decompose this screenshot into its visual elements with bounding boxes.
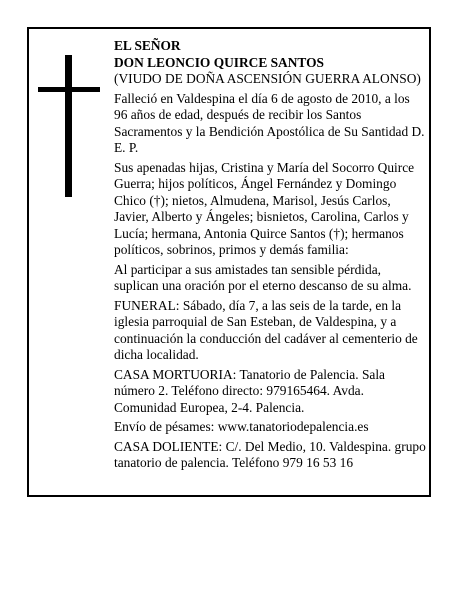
- death-paragraph: Falleció en Valdespina el día 6 de agosto de 2010, a los 96 años de edad, después de recibir los Santos Sacramentos y la Bendición Apostólica de Su Santidad D. E. P.: [114, 90, 425, 155]
- family-paragraph: Sus apenadas hijas, Cristina y María del Socorro Quirce Guerra; hijos políticos, Ángel Fernández y Domingo Chico (†); nietos, Almudena, Marisol, Jesús Carlos, Javier, Alberto y Ángeles; bisnietos, Carolina, Carlos y Lucía; hermana, Antonia Quirce Santos (†); hermanos políticos, sobrinos, primos y demás familia:: [114, 159, 415, 257]
- condolences-paragraph: Envío de pésames: www.tanatoriodepalencia.es: [114, 419, 369, 434]
- spouse-line: (VIUDO DE DOÑA ASCENSIÓN GUERRA ALONSO): [114, 71, 421, 86]
- request-paragraph: Al participar a sus amistades tan sensible pérdida, suplican una oración por el eterno descanso de su alma.: [114, 261, 412, 293]
- obituary-text: [114, 38, 426, 475]
- cross-icon: [38, 55, 100, 197]
- mortuary-paragraph: CASA MORTUORIA: Tanatorio de Palencia. Sala número 2. Teléfono directo: 979165464. Avda. Comunidad Europea, 2-4. Palencia.: [114, 366, 385, 415]
- deceased-name: DON LEONCIO QUIRCE SANTOS: [114, 54, 324, 70]
- cross-vertical-bar: [65, 55, 72, 197]
- title: EL SEÑOR: [114, 38, 181, 53]
- cross-horizontal-bar: [38, 87, 100, 92]
- funeral-paragraph: FUNERAL: Sábado, día 7, a las seis de la tarde, en la iglesia parroquial de San Esteban, de Valdespina, y a continuación la conducción del cadáver al cementerio de dicha localidad.: [114, 297, 418, 362]
- mourning-house-paragraph: CASA DOLIENTE: C/. Del Medio, 10. Valdespina. grupo tanatorio de palencia. Teléfono 979 16 53 16: [114, 438, 426, 470]
